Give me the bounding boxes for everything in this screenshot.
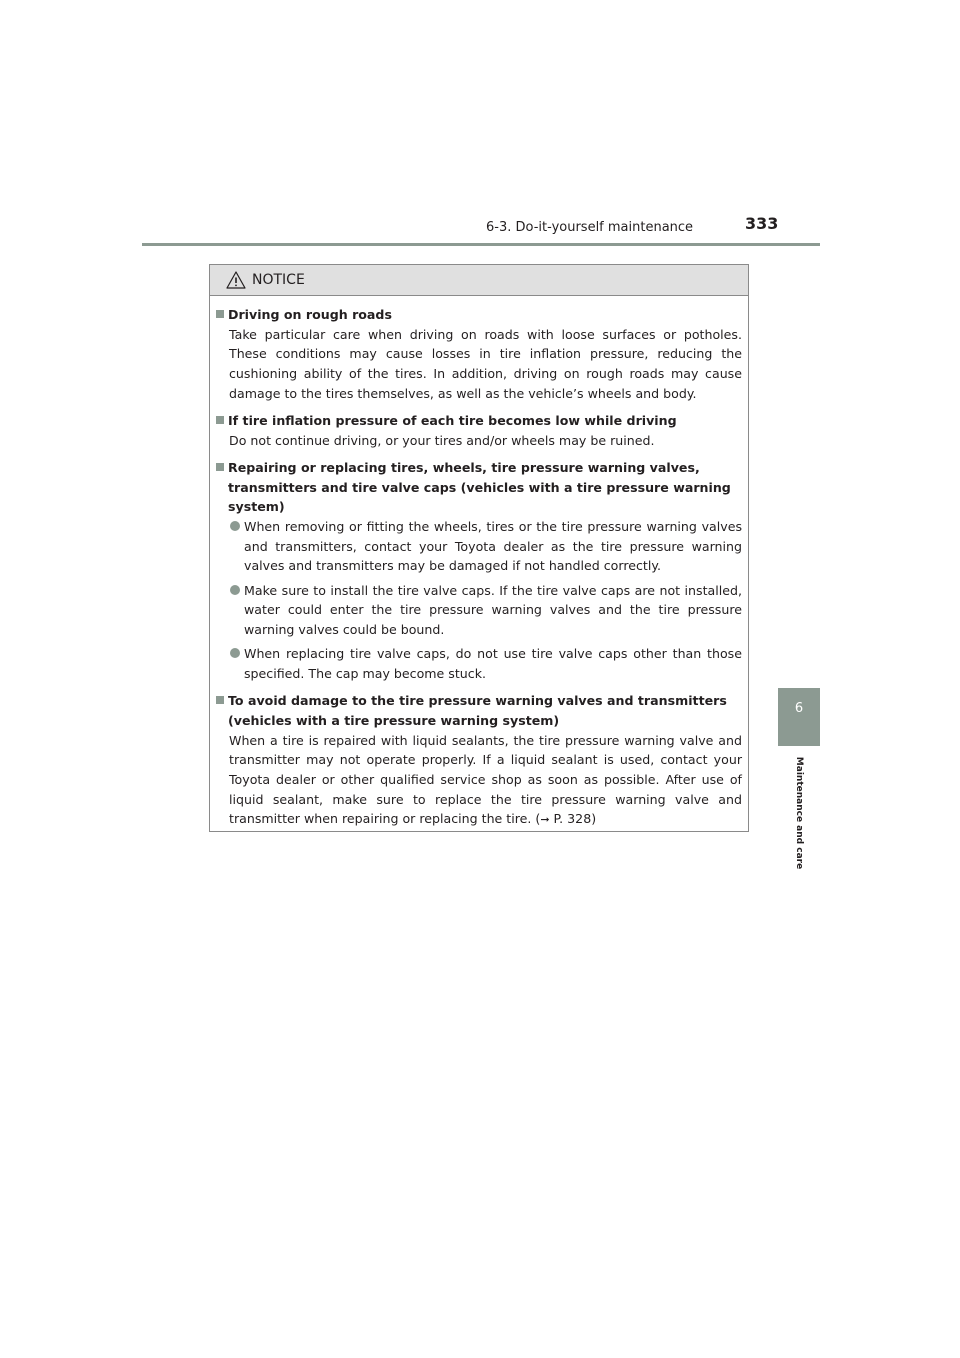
list-item: [216, 644, 742, 683]
item-text: Take particular care when driving on roads with loose surfaces or potholes. These conditions may cause losses in tire inflation pressure, reducing the cushioning ability of the tires. In addition, driving on rough roads may cause damage to the tires themselves, as well as the vehicle’s wheels and body.: [229, 326, 742, 401]
chapter-label-text: Maintenance and care: [794, 756, 804, 870]
section-title: 6-3. Do-it-yourself maintenance: [486, 220, 694, 235]
notice-item-repairing: [216, 458, 742, 684]
notice-box: [209, 264, 749, 832]
item-heading: Driving on rough roads: [228, 307, 392, 322]
item-text: Do not continue driving, or your tires and/or wheels may be ruined.: [229, 432, 655, 448]
item-heading: If tire inflation pressure of each tire becomes low while driving: [228, 413, 677, 429]
notice-body: [210, 296, 748, 830]
header-divider: [142, 243, 820, 246]
bullet-text: When removing or fitting the wheels, tires or the tire pressure warning valves and transmitters, contact your Toyota dealer as the tire pressure warning valves and transmitters may be damaged if not handled correctly.: [244, 519, 742, 574]
arrow-right-icon: ➞: [540, 813, 550, 827]
chapter-label: [787, 757, 811, 869]
square-bullet-icon: [216, 696, 224, 704]
circle-bullet-icon: [230, 585, 240, 595]
notice-header: [210, 265, 748, 296]
circle-bullet-icon: [230, 648, 240, 658]
bullet-text: When replacing tire valve caps, do not use tire valve caps other than those specified. The cap may become stuck.: [244, 646, 742, 681]
item-heading: Repairing or replacing tires, wheels, tire pressure warning valves, transmitters and tire valve caps (vehicles with a tire pressure warning system): [228, 459, 731, 515]
warning-icon: [226, 271, 246, 289]
square-bullet-icon: [216, 463, 224, 471]
square-bullet-icon: [216, 416, 224, 424]
bullet-text: Make sure to install the tire valve caps. If the tire valve caps are not installed, water could enter the tire pressure warning valves and the tire pressure warning valves could be bound.: [244, 582, 742, 638]
square-bullet-icon: [216, 310, 224, 318]
item-text: [216, 731, 742, 831]
notice-title: NOTICE: [252, 272, 305, 288]
notice-item-low-pressure: [216, 411, 742, 450]
circle-bullet-icon: [230, 521, 240, 531]
list-item: [216, 517, 742, 576]
item-text-main: When a tire is repaired with liquid sealants, the tire pressure warning valve and transmitter may not operate properly. If a liquid sealant is used, contact your Toyota dealer or other qualified service shop as soon as possible. After use of liquid sealant, make sure to replace the tire pressure warning valve and transmitter when repairing or replacing the tire. (: [229, 732, 742, 827]
chapter-tab: 6: [778, 688, 820, 746]
item-heading: To avoid damage to the tire pressure warning valves and transmitters (vehicles with a tire pressure warning system): [228, 693, 727, 728]
page-number: 333: [745, 214, 779, 233]
notice-item-avoid-damage: [216, 691, 742, 830]
notice-item-rough-roads: [216, 305, 742, 404]
list-item: [216, 581, 742, 640]
page-reference-link[interactable]: P. 328): [549, 811, 597, 827]
